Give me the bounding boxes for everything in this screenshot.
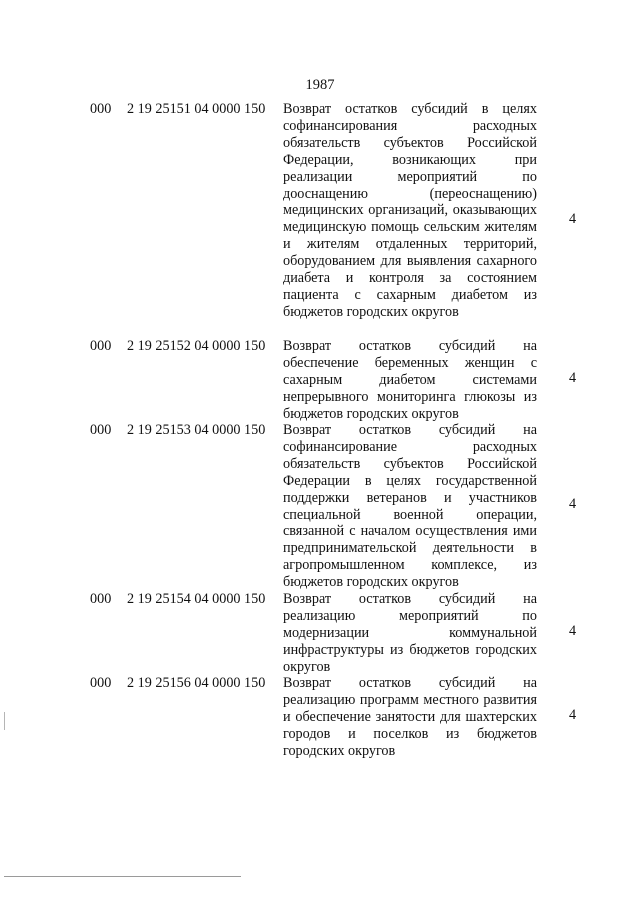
row-value: 4 — [569, 370, 577, 386]
page-number: 1987 — [305, 77, 335, 93]
scan-bottom-line — [4, 876, 241, 877]
row-value: 4 — [569, 707, 577, 723]
row-kbk: 2 19 25156 04 0000 150 — [127, 675, 266, 691]
row-description: Возврат остатков субсидий на софинансирование расходных обязательств субъектов Российской Федерации в целях государственной поддержки ветеранов и участников специальной военной операции, связанной с началом осуществления ими предпринимательской деятельности в агропромышленном комплексе, из бюджетов городских округов — [283, 422, 537, 591]
row-code: 000 — [90, 101, 112, 117]
row-code: 000 — [90, 422, 112, 438]
row-value: 4 — [569, 211, 577, 227]
row-code: 000 — [90, 675, 112, 691]
row-kbk: 2 19 25152 04 0000 150 — [127, 338, 266, 354]
row-code: 000 — [90, 338, 112, 354]
row-kbk: 2 19 25153 04 0000 150 — [127, 422, 266, 438]
row-code: 000 — [90, 591, 112, 607]
row-description: Возврат остатков субсидий на реализацию мероприятий по модернизации коммунальной инфраструктуры из бюджетов городских округов — [283, 591, 537, 675]
row-value: 4 — [569, 496, 577, 512]
row-value: 4 — [569, 623, 577, 639]
row-description: Возврат остатков субсидий на реализацию программ местного развития и обеспечение занятости для шахтерских городов и поселков из бюджетов городских округов — [283, 675, 537, 759]
scan-tick-mark — [4, 712, 5, 730]
row-description: Возврат остатков субсидий на обеспечение беременных женщин с сахарным диабетом системами непрерывного мониторинга глюкозы из бюджетов городских округов — [283, 338, 537, 422]
row-description: Возврат остатков субсидий в целях софинансирования расходных обязательств субъектов Российской Федерации, возникающих при реализации мероприятий по дооснащению (переоснащению) медицинских организаций, оказывающих медицинскую помощь сельским жителям и жителям отдаленных территорий, оборудованием для выявления сахарного диабета и контроля за состоянием пациента с сахарным диабетом из бюджетов городских округов — [283, 101, 537, 320]
row-kbk: 2 19 25154 04 0000 150 — [127, 591, 266, 607]
row-kbk: 2 19 25151 04 0000 150 — [127, 101, 266, 117]
